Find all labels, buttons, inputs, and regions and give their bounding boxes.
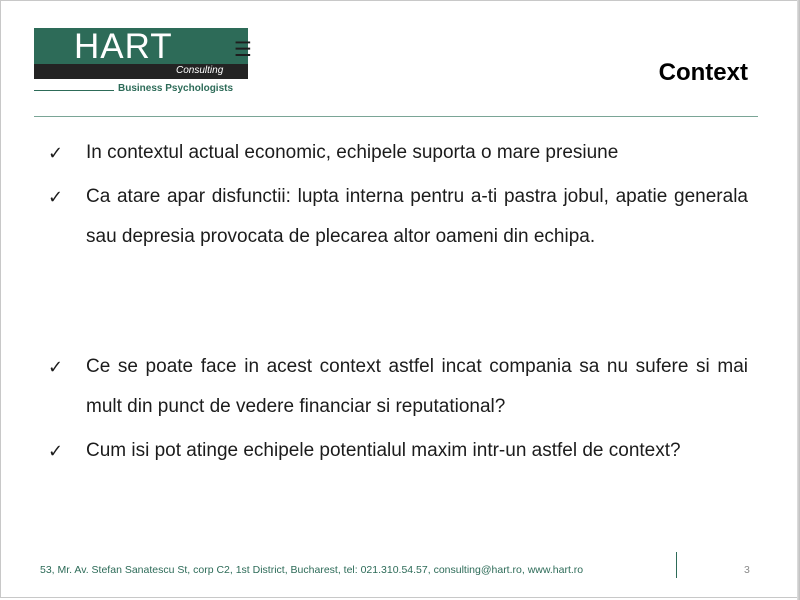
footer-address: 53, Mr. Av. Stefan Sanatescu St, corp C2, 1st District, Bucharest, tel: 021.310.54.57, consulting@hart.ro, www.hart.ro — [40, 564, 584, 576]
bullet-text: Ce se poate face in acest context astfel incat compania sa nu sufere si mai mult din punct de vedere financiar si reputational? — [86, 356, 748, 417]
slide-title: Context — [658, 59, 748, 86]
logo-tagline: Business Psychologists — [118, 83, 234, 94]
page-number: 3 — [744, 564, 750, 576]
logo-underline — [34, 90, 114, 91]
check-icon: ✓ — [48, 143, 64, 163]
logo-subtitle: Consulting — [176, 65, 224, 76]
bullet-text: Ca atare apar disfunctii: lupta interna pentru a-ti pastra jobul, apatie generala sau depresia provocata de plecarea altor oameni din echipa. — [86, 186, 748, 247]
logo-menu-icon: ☰ — [234, 39, 252, 61]
bullet-text: Cum isi pot atinge echipele potentialul maxim intr-un astfel de context? — [86, 440, 681, 461]
bullet-text: In contextul actual economic, echipele suporta o mare presiune — [86, 142, 619, 163]
check-icon: ✓ — [48, 187, 64, 207]
logo-brand: HART — [74, 27, 173, 66]
check-icon: ✓ — [48, 441, 64, 461]
title-divider — [34, 116, 758, 117]
footer-divider — [676, 552, 677, 578]
check-icon: ✓ — [48, 357, 64, 377]
